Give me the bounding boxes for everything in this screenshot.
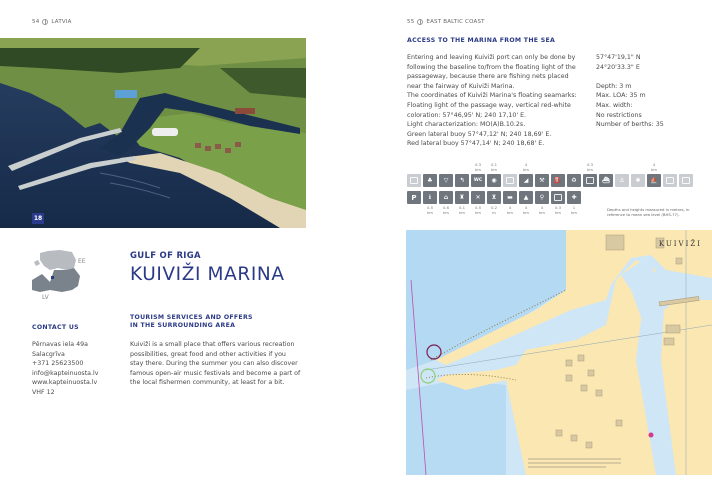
playground-icon: ♜	[455, 191, 469, 204]
figure-number-badge: 18	[33, 215, 43, 222]
region-name: GULF OF RIGA	[130, 251, 201, 261]
section-title: EAST BALTIC COAST	[426, 19, 485, 25]
chart-place-label: KUIVIŽI	[658, 240, 702, 248]
distance-label: 4 km	[539, 205, 545, 215]
distance-label	[423, 163, 437, 172]
access-line: passageway, because there are fishing nets placed	[407, 73, 569, 81]
access-line: Entering and leaving Kuiviži port can only be done by	[407, 54, 576, 61]
distance-label: 0.5 km	[474, 205, 482, 215]
aerial-photo	[0, 38, 306, 228]
distance-label	[551, 163, 565, 172]
contact-heading: CONTACT US	[32, 324, 79, 331]
waste-icon: ♻	[567, 174, 581, 187]
depth-note: Depths and heights measured in metres, in reference to mean sea level (BHS-77).	[607, 207, 690, 217]
distance-label: 4 km	[651, 162, 657, 172]
contact-website[interactable]: www.kapteinuosta.lv	[32, 379, 98, 387]
longitude: 24°20'33.3" E	[596, 63, 640, 71]
reception-icon	[407, 174, 421, 187]
access-line: Red lateral buoy 57°47,14' N; 240 18,68' E.	[407, 140, 545, 148]
distance-label: 4 km	[523, 162, 529, 172]
distance-label: 0.2 m	[490, 205, 498, 215]
distance-label: 0.3 km	[586, 162, 594, 172]
access-line: coloration: 57°46,95' N; 240 17,10' E.	[407, 111, 527, 119]
restaurant-icon: ✕	[471, 191, 485, 204]
distance-label	[455, 163, 469, 172]
distance-label	[407, 163, 421, 172]
access-line: Floating light of the passage way, vertical red-white	[407, 101, 571, 109]
nautical-chart	[406, 230, 712, 475]
distance-label	[503, 163, 517, 172]
marina-facts	[596, 53, 706, 130]
yacht-service-icon: ⛵	[647, 174, 661, 187]
accommodation-icon: ▬	[503, 191, 517, 204]
harbour-chart	[406, 230, 712, 475]
latvia-label: LV	[42, 294, 49, 301]
compass-icon	[417, 19, 423, 25]
services-top-row	[407, 174, 693, 187]
medical-icon: ✚	[567, 191, 581, 204]
parking-label: P	[411, 193, 417, 202]
distance-label: 0.3 km	[554, 205, 562, 215]
supermarket-icon: ⊻	[487, 191, 501, 204]
crane-icon: ⚓	[615, 174, 629, 187]
shop-icon: ⌂	[439, 191, 453, 204]
shower-icon: ▽	[439, 174, 453, 187]
berths: Number of berths: 35	[596, 121, 664, 129]
page-number: 55	[407, 19, 415, 25]
slipway-icon: ◢	[519, 174, 533, 187]
distance-label: 0.1 km	[458, 205, 466, 215]
max-width-value: No restrictions	[596, 111, 642, 119]
page-number: 54	[32, 19, 40, 25]
contact-city: Salacgrīva	[32, 350, 65, 358]
distance-label: 0.1 km	[490, 162, 498, 172]
wc-label: WC	[473, 178, 483, 183]
boat-lift-icon: ⛴	[599, 174, 613, 187]
baltic-states-map	[28, 248, 98, 308]
distance-label	[567, 163, 581, 172]
contact-address: Pērnavas iela 49a	[32, 341, 88, 348]
distance-label: 4 km	[507, 205, 513, 215]
region-locator-map	[28, 248, 98, 308]
repair-icon: ⚒	[535, 174, 549, 187]
chandlery-icon	[663, 174, 677, 187]
distance-label	[407, 206, 421, 215]
access-line: The coordinates of Kuiviži Marina's floating seamarks:	[407, 92, 577, 100]
distance-label	[679, 163, 693, 172]
access-line: following the baseline to/from the floating light of the	[407, 63, 576, 71]
contact-block	[32, 340, 99, 398]
wc-icon	[471, 174, 485, 187]
running-head-right	[407, 19, 485, 25]
distance-label: 0.3 km	[474, 162, 482, 172]
parking-icon	[407, 191, 421, 204]
gas-icon	[583, 174, 597, 187]
latitude: 57°47'19,1" N	[596, 54, 641, 61]
services-bottom-distances	[407, 206, 581, 215]
access-text	[407, 53, 592, 149]
estonia-label: EE	[78, 258, 86, 265]
distance-label	[615, 163, 629, 172]
water-tap-icon: ↰	[455, 174, 469, 187]
tourism-text	[130, 340, 350, 388]
distance-label	[535, 163, 549, 172]
distance-label: 1 km	[571, 205, 577, 215]
tourism-line: the local fishermen community, at least for a bit.	[130, 379, 285, 387]
contact-vhf: VHF 12	[32, 388, 55, 396]
tourism-heading-line1: TOURISM SERVICES AND OFFERS	[130, 314, 253, 321]
depth: Depth: 3 m	[596, 82, 632, 90]
distance-label	[631, 163, 645, 172]
services-top-distances	[407, 163, 693, 172]
distance-label	[599, 163, 613, 172]
distance-label: 0.5 km	[426, 205, 434, 215]
contact-phone[interactable]: +371 25623500	[32, 360, 84, 368]
bus-icon	[551, 191, 565, 204]
max-loa: Max. LOA: 35 m	[596, 92, 646, 100]
distance-label: 0.6 km	[442, 205, 450, 215]
internet-icon	[503, 174, 517, 187]
fuel-icon: ⛽	[551, 174, 565, 187]
access-heading: ACCESS TO THE MARINA FROM THE SEA	[407, 37, 556, 44]
laundry-icon: ◉	[487, 174, 501, 187]
distance-label	[663, 163, 677, 172]
distance-label	[439, 163, 453, 172]
marina-title: KUIVIŽI MARINA	[130, 264, 285, 285]
tourism-heading-line2: IN THE SURROUNDING AREA	[130, 322, 236, 329]
tourism-heading	[130, 314, 253, 330]
winter-storage-icon	[679, 174, 693, 187]
contact-email[interactable]: info@kapteinuosta.lv	[32, 369, 99, 377]
compass-icon	[42, 19, 48, 25]
tourism-line: famous open-air music festivals and become a part of	[130, 369, 301, 377]
services-bottom-row	[407, 191, 581, 204]
access-line: near the fairway of Kuiviži Marina.	[407, 82, 515, 90]
max-width: Max. width:	[596, 101, 633, 109]
sailmaker-icon: ✱	[631, 174, 645, 187]
info-icon: ℹ	[423, 191, 437, 204]
tourism-line: possibilities, great food and other activities if you	[130, 350, 286, 358]
camping-icon: ▲	[519, 191, 533, 204]
access-line: Light characterization: MO(A)B.10.2s.	[407, 121, 526, 129]
running-head-left	[32, 19, 72, 25]
electricity-icon: ♣	[423, 174, 437, 187]
tourism-line: stay there. During the summer you can also discover	[130, 360, 298, 368]
section-title: LATVIA	[51, 19, 72, 25]
bicycle-icon: ⚲	[535, 191, 549, 204]
distance-label: 4 km	[523, 205, 529, 215]
access-line: Green lateral buoy 57°47,12' N; 240 18,69' E.	[407, 130, 552, 138]
marina-aerial-image	[0, 38, 306, 228]
tourism-line: Kuiviži is a small place that offers various recreation	[130, 341, 295, 348]
